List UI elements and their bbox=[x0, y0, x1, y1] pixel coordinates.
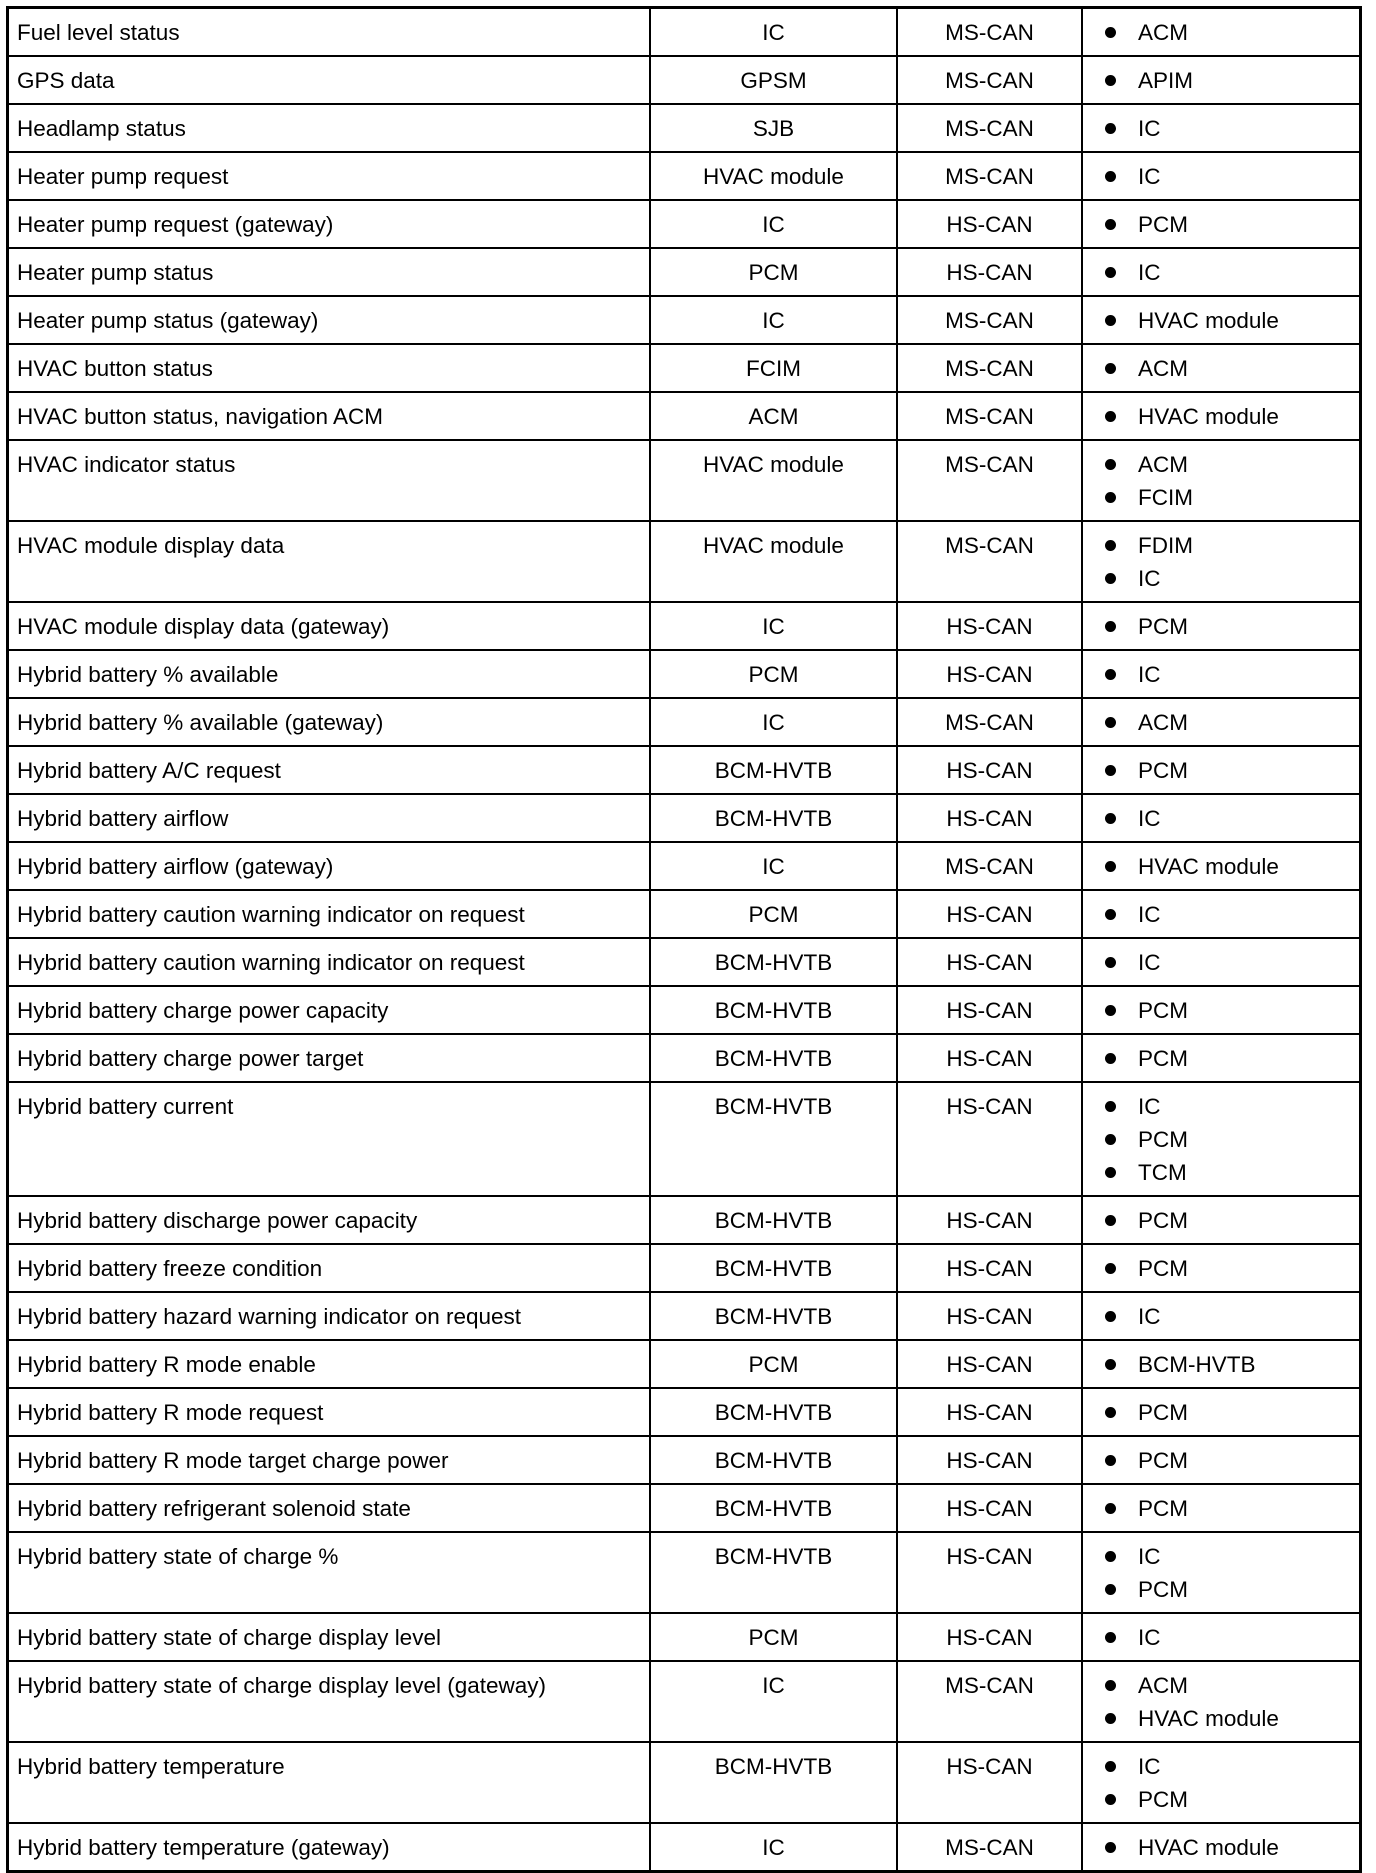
receivers-cell bbox=[1081, 1743, 1359, 1822]
network-cell: HS-CAN bbox=[896, 1035, 1081, 1081]
bullet-icon bbox=[1105, 1680, 1116, 1691]
message-cell: Hybrid battery R mode target charge power bbox=[17, 1448, 449, 1473]
message-cell: HVAC button status bbox=[17, 356, 213, 381]
table-row bbox=[9, 745, 1359, 793]
receivers-cell bbox=[1081, 987, 1359, 1033]
receiver-label: HVAC module bbox=[1138, 404, 1279, 429]
originator-cell: HVAC module bbox=[649, 522, 896, 601]
receiver-label: FDIM bbox=[1138, 533, 1193, 558]
receiver-label: IC bbox=[1138, 1544, 1161, 1569]
table-row bbox=[9, 151, 1359, 199]
bullet-icon bbox=[1105, 909, 1116, 920]
message-cell: Hybrid battery caution warning indicator on request bbox=[17, 902, 525, 927]
receivers-cell bbox=[1081, 1035, 1359, 1081]
bullet-icon bbox=[1105, 1311, 1116, 1322]
message-cell: Hybrid battery % available bbox=[17, 662, 279, 687]
bullet-icon bbox=[1105, 1713, 1116, 1724]
receivers-cell bbox=[1081, 747, 1359, 793]
table-row bbox=[9, 1339, 1359, 1387]
originator-cell: IC bbox=[649, 843, 896, 889]
bullet-icon bbox=[1105, 219, 1116, 230]
table-row bbox=[9, 343, 1359, 391]
originator-cell: PCM bbox=[649, 249, 896, 295]
table-row bbox=[9, 391, 1359, 439]
message-cell: Heater pump request bbox=[17, 164, 229, 189]
originator-cell: BCM-HVTB bbox=[649, 1533, 896, 1612]
receiver-label: ACM bbox=[1138, 452, 1188, 477]
originator-cell: FCIM bbox=[649, 345, 896, 391]
bullet-icon bbox=[1105, 123, 1116, 134]
table-row bbox=[9, 985, 1359, 1033]
network-cell: HS-CAN bbox=[896, 939, 1081, 985]
bullet-icon bbox=[1105, 1053, 1116, 1064]
receiver-label: PCM bbox=[1138, 1787, 1188, 1812]
table-row bbox=[9, 55, 1359, 103]
receiver-item bbox=[1105, 1123, 1351, 1156]
message-cell: Heater pump status (gateway) bbox=[17, 308, 319, 333]
bullet-icon bbox=[1105, 1632, 1116, 1643]
network-cell: HS-CAN bbox=[896, 603, 1081, 649]
message-cell: HVAC indicator status bbox=[17, 452, 236, 477]
message-cell: Fuel level status bbox=[17, 20, 180, 45]
message-cell: Hybrid battery temperature bbox=[17, 1754, 285, 1779]
network-cell: MS-CAN bbox=[896, 153, 1081, 199]
bullet-icon bbox=[1105, 669, 1116, 680]
receivers-cell bbox=[1081, 522, 1359, 601]
bullet-icon bbox=[1105, 1134, 1116, 1145]
network-cell: HS-CAN bbox=[896, 249, 1081, 295]
bullet-icon bbox=[1105, 1455, 1116, 1466]
message-cell: Hybrid battery discharge power capacity bbox=[17, 1208, 418, 1233]
table-row bbox=[9, 1660, 1359, 1741]
network-cell: HS-CAN bbox=[896, 795, 1081, 841]
table-row bbox=[9, 1243, 1359, 1291]
message-cell: Hybrid battery airflow bbox=[17, 806, 229, 831]
receivers-cell bbox=[1081, 9, 1359, 55]
table-row bbox=[9, 247, 1359, 295]
receiver-label: APIM bbox=[1138, 68, 1194, 93]
originator-cell: IC bbox=[649, 297, 896, 343]
receivers-cell bbox=[1081, 1824, 1359, 1870]
network-cell: HS-CAN bbox=[896, 1245, 1081, 1291]
receivers-cell bbox=[1081, 651, 1359, 697]
originator-cell: BCM-HVTB bbox=[649, 1485, 896, 1531]
network-cell: HS-CAN bbox=[896, 747, 1081, 793]
bullet-icon bbox=[1105, 957, 1116, 968]
originator-cell: ACM bbox=[649, 393, 896, 439]
receiver-item bbox=[1105, 16, 1351, 49]
receivers-cell bbox=[1081, 57, 1359, 103]
receivers-cell bbox=[1081, 1341, 1359, 1387]
table-row bbox=[9, 1291, 1359, 1339]
receiver-label: PCM bbox=[1138, 1256, 1188, 1281]
message-cell: Hybrid battery state of charge % bbox=[17, 1544, 339, 1569]
network-cell: MS-CAN bbox=[896, 393, 1081, 439]
bullet-icon bbox=[1105, 1101, 1116, 1112]
network-cell: MS-CAN bbox=[896, 1824, 1081, 1870]
originator-cell: BCM-HVTB bbox=[649, 1293, 896, 1339]
receiver-label: IC bbox=[1138, 902, 1161, 927]
originator-cell: HVAC module bbox=[649, 153, 896, 199]
receiver-item bbox=[1105, 706, 1351, 739]
network-cell: MS-CAN bbox=[896, 345, 1081, 391]
table-row bbox=[9, 841, 1359, 889]
message-cell: Hybrid battery charge power capacity bbox=[17, 998, 389, 1023]
table-row bbox=[9, 1531, 1359, 1612]
message-cell: HVAC module display data (gateway) bbox=[17, 614, 390, 639]
receiver-item bbox=[1105, 898, 1351, 931]
receiver-item bbox=[1105, 1492, 1351, 1525]
bullet-icon bbox=[1105, 573, 1116, 584]
table-row bbox=[9, 1612, 1359, 1660]
network-cell: HS-CAN bbox=[896, 1743, 1081, 1822]
message-cell: Headlamp status bbox=[17, 116, 186, 141]
originator-cell: GPSM bbox=[649, 57, 896, 103]
receiver-label: IC bbox=[1138, 116, 1161, 141]
bullet-icon bbox=[1105, 1263, 1116, 1274]
originator-cell: BCM-HVTB bbox=[649, 1389, 896, 1435]
bullet-icon bbox=[1105, 315, 1116, 326]
network-cell: MS-CAN bbox=[896, 9, 1081, 55]
bullet-icon bbox=[1105, 621, 1116, 632]
originator-cell: PCM bbox=[649, 651, 896, 697]
receiver-label: ACM bbox=[1138, 710, 1188, 735]
table-row bbox=[9, 9, 1359, 55]
originator-cell: SJB bbox=[649, 105, 896, 151]
receiver-label: IC bbox=[1138, 1304, 1161, 1329]
receiver-item bbox=[1105, 850, 1351, 883]
receivers-cell bbox=[1081, 1485, 1359, 1531]
network-cell: HS-CAN bbox=[896, 1533, 1081, 1612]
bullet-icon bbox=[1105, 1167, 1116, 1178]
receiver-label: IC bbox=[1138, 1754, 1161, 1779]
receiver-label: HVAC module bbox=[1138, 308, 1279, 333]
receiver-item bbox=[1105, 802, 1351, 835]
message-cell: Heater pump status bbox=[17, 260, 214, 285]
originator-cell: BCM-HVTB bbox=[649, 1245, 896, 1291]
originator-cell: IC bbox=[649, 699, 896, 745]
table-row bbox=[9, 1822, 1359, 1870]
receiver-item bbox=[1105, 1831, 1351, 1864]
originator-cell: BCM-HVTB bbox=[649, 747, 896, 793]
network-cell: HS-CAN bbox=[896, 1083, 1081, 1195]
receiver-item bbox=[1105, 1540, 1351, 1573]
message-cell: Hybrid battery hazard warning indicator on request bbox=[17, 1304, 522, 1329]
receiver-item bbox=[1105, 946, 1351, 979]
table-row bbox=[9, 295, 1359, 343]
receiver-item bbox=[1105, 1156, 1351, 1189]
receiver-label: PCM bbox=[1138, 212, 1188, 237]
originator-cell: IC bbox=[649, 1824, 896, 1870]
network-cell: MS-CAN bbox=[896, 843, 1081, 889]
receiver-label: PCM bbox=[1138, 1448, 1188, 1473]
table-row bbox=[9, 601, 1359, 649]
receiver-label: ACM bbox=[1138, 1673, 1188, 1698]
network-cell: MS-CAN bbox=[896, 1662, 1081, 1741]
receiver-label: ACM bbox=[1138, 20, 1188, 45]
receiver-item bbox=[1105, 1621, 1351, 1654]
receiver-label: PCM bbox=[1138, 1208, 1188, 1233]
originator-cell: PCM bbox=[649, 1614, 896, 1660]
receivers-cell bbox=[1081, 297, 1359, 343]
table-row bbox=[9, 793, 1359, 841]
bullet-icon bbox=[1105, 1761, 1116, 1772]
receiver-label: IC bbox=[1138, 566, 1161, 591]
receiver-item bbox=[1105, 658, 1351, 691]
table-row bbox=[9, 103, 1359, 151]
receiver-item bbox=[1105, 562, 1351, 595]
bullet-icon bbox=[1105, 1842, 1116, 1853]
bullet-icon bbox=[1105, 171, 1116, 182]
receiver-label: IC bbox=[1138, 806, 1161, 831]
bullet-icon bbox=[1105, 363, 1116, 374]
receiver-label: TCM bbox=[1138, 1160, 1187, 1185]
receiver-item bbox=[1105, 1783, 1351, 1816]
receiver-label: HVAC module bbox=[1138, 1835, 1279, 1860]
message-cell: Hybrid battery temperature (gateway) bbox=[17, 1835, 390, 1860]
table-row bbox=[9, 697, 1359, 745]
receiver-item bbox=[1105, 754, 1351, 787]
receiver-item bbox=[1105, 112, 1351, 145]
bullet-icon bbox=[1105, 1584, 1116, 1595]
table-row bbox=[9, 1195, 1359, 1243]
network-cell: HS-CAN bbox=[896, 891, 1081, 937]
network-cell: HS-CAN bbox=[896, 1614, 1081, 1660]
receiver-label: FCIM bbox=[1138, 485, 1193, 510]
receiver-label: HVAC module bbox=[1138, 854, 1279, 879]
receiver-label: IC bbox=[1138, 1094, 1161, 1119]
message-cell: Heater pump request (gateway) bbox=[17, 212, 334, 237]
message-cell: Hybrid battery airflow (gateway) bbox=[17, 854, 334, 879]
network-cell: MS-CAN bbox=[896, 57, 1081, 103]
originator-cell: BCM-HVTB bbox=[649, 1083, 896, 1195]
receivers-cell bbox=[1081, 1083, 1359, 1195]
originator-cell: IC bbox=[649, 1662, 896, 1741]
originator-cell: PCM bbox=[649, 1341, 896, 1387]
originator-cell: IC bbox=[649, 9, 896, 55]
originator-cell: PCM bbox=[649, 891, 896, 937]
receivers-cell bbox=[1081, 795, 1359, 841]
bullet-icon bbox=[1105, 1794, 1116, 1805]
receiver-label: PCM bbox=[1138, 614, 1188, 639]
table-row bbox=[9, 937, 1359, 985]
receiver-label: HVAC module bbox=[1138, 1706, 1279, 1731]
receiver-label: IC bbox=[1138, 260, 1161, 285]
network-cell: MS-CAN bbox=[896, 699, 1081, 745]
receiver-item bbox=[1105, 529, 1351, 562]
table-row bbox=[9, 889, 1359, 937]
bullet-icon bbox=[1105, 1503, 1116, 1514]
receiver-item bbox=[1105, 994, 1351, 1027]
receivers-cell bbox=[1081, 699, 1359, 745]
table-row bbox=[9, 1435, 1359, 1483]
receiver-label: PCM bbox=[1138, 1577, 1188, 1602]
receivers-cell bbox=[1081, 843, 1359, 889]
message-cell: Hybrid battery refrigerant solenoid state bbox=[17, 1496, 411, 1521]
receivers-cell bbox=[1081, 105, 1359, 151]
network-cell: HS-CAN bbox=[896, 987, 1081, 1033]
message-cell: GPS data bbox=[17, 68, 115, 93]
table-row bbox=[9, 439, 1359, 520]
receiver-item bbox=[1105, 256, 1351, 289]
receivers-cell bbox=[1081, 345, 1359, 391]
bullet-icon bbox=[1105, 75, 1116, 86]
bullet-icon bbox=[1105, 1005, 1116, 1016]
receivers-cell bbox=[1081, 603, 1359, 649]
originator-cell: HVAC module bbox=[649, 441, 896, 520]
message-cell: Hybrid battery state of charge display level bbox=[17, 1625, 441, 1650]
receiver-item bbox=[1105, 208, 1351, 241]
receivers-cell bbox=[1081, 1389, 1359, 1435]
receiver-item bbox=[1105, 1669, 1351, 1702]
bullet-icon bbox=[1105, 1215, 1116, 1226]
bullet-icon bbox=[1105, 27, 1116, 38]
receiver-item bbox=[1105, 1252, 1351, 1285]
bullet-icon bbox=[1105, 765, 1116, 776]
table-row bbox=[9, 649, 1359, 697]
receiver-label: ACM bbox=[1138, 356, 1188, 381]
receivers-cell bbox=[1081, 1293, 1359, 1339]
receiver-label: PCM bbox=[1138, 1046, 1188, 1071]
message-cell: Hybrid battery current bbox=[17, 1094, 234, 1119]
receiver-label: PCM bbox=[1138, 1496, 1188, 1521]
originator-cell: BCM-HVTB bbox=[649, 1035, 896, 1081]
receiver-item bbox=[1105, 1444, 1351, 1477]
bullet-icon bbox=[1105, 492, 1116, 503]
receiver-item bbox=[1105, 304, 1351, 337]
table-row bbox=[9, 1741, 1359, 1822]
receivers-cell bbox=[1081, 441, 1359, 520]
network-cell: HS-CAN bbox=[896, 1437, 1081, 1483]
receiver-item bbox=[1105, 1573, 1351, 1606]
bullet-icon bbox=[1105, 717, 1116, 728]
receiver-label: PCM bbox=[1138, 758, 1188, 783]
receivers-cell bbox=[1081, 249, 1359, 295]
receivers-cell bbox=[1081, 1614, 1359, 1660]
table-row bbox=[9, 520, 1359, 601]
table-row bbox=[9, 1483, 1359, 1531]
message-cell: Hybrid battery A/C request bbox=[17, 758, 281, 783]
receiver-item bbox=[1105, 1300, 1351, 1333]
message-cell: Hybrid battery charge power target bbox=[17, 1046, 364, 1071]
message-cell: Hybrid battery R mode enable bbox=[17, 1352, 316, 1377]
message-cell: Hybrid battery % available (gateway) bbox=[17, 710, 384, 735]
table-row bbox=[9, 199, 1359, 247]
receiver-label: PCM bbox=[1138, 1127, 1188, 1152]
receiver-item bbox=[1105, 481, 1351, 514]
receiver-item bbox=[1105, 1750, 1351, 1783]
originator-cell: BCM-HVTB bbox=[649, 1743, 896, 1822]
message-cell: Hybrid battery caution warning indicator on request bbox=[17, 950, 525, 975]
receiver-label: PCM bbox=[1138, 998, 1188, 1023]
bullet-icon bbox=[1105, 540, 1116, 551]
originator-cell: BCM-HVTB bbox=[649, 1437, 896, 1483]
receivers-cell bbox=[1081, 393, 1359, 439]
receivers-cell bbox=[1081, 1662, 1359, 1741]
receiver-item bbox=[1105, 1396, 1351, 1429]
receiver-label: PCM bbox=[1138, 1400, 1188, 1425]
network-cell: MS-CAN bbox=[896, 297, 1081, 343]
network-cell: HS-CAN bbox=[896, 1485, 1081, 1531]
receiver-label: IC bbox=[1138, 662, 1161, 687]
receiver-item bbox=[1105, 64, 1351, 97]
receiver-item bbox=[1105, 1090, 1351, 1123]
network-cell: MS-CAN bbox=[896, 105, 1081, 151]
originator-cell: IC bbox=[649, 603, 896, 649]
receiver-item bbox=[1105, 448, 1351, 481]
receiver-label: IC bbox=[1138, 950, 1161, 975]
receiver-item bbox=[1105, 160, 1351, 193]
bullet-icon bbox=[1105, 813, 1116, 824]
bullet-icon bbox=[1105, 459, 1116, 470]
receivers-cell bbox=[1081, 939, 1359, 985]
network-cell: HS-CAN bbox=[896, 1341, 1081, 1387]
receivers-cell bbox=[1081, 1197, 1359, 1243]
network-message-table bbox=[6, 6, 1362, 1873]
receiver-label: IC bbox=[1138, 164, 1161, 189]
network-cell: HS-CAN bbox=[896, 651, 1081, 697]
receiver-item bbox=[1105, 1348, 1351, 1381]
table-row bbox=[9, 1033, 1359, 1081]
network-cell: HS-CAN bbox=[896, 1197, 1081, 1243]
originator-cell: BCM-HVTB bbox=[649, 987, 896, 1033]
network-cell: HS-CAN bbox=[896, 201, 1081, 247]
receiver-item bbox=[1105, 1042, 1351, 1075]
receiver-item bbox=[1105, 352, 1351, 385]
receiver-label: IC bbox=[1138, 1625, 1161, 1650]
receiver-item bbox=[1105, 400, 1351, 433]
receivers-cell bbox=[1081, 153, 1359, 199]
bullet-icon bbox=[1105, 1359, 1116, 1370]
originator-cell: BCM-HVTB bbox=[649, 1197, 896, 1243]
receiver-item bbox=[1105, 610, 1351, 643]
originator-cell: BCM-HVTB bbox=[649, 939, 896, 985]
bullet-icon bbox=[1105, 1551, 1116, 1562]
message-cell: HVAC button status, navigation ACM bbox=[17, 404, 384, 429]
network-cell: MS-CAN bbox=[896, 522, 1081, 601]
message-cell: Hybrid battery R mode request bbox=[17, 1400, 324, 1425]
message-cell: Hybrid battery state of charge display level (gateway) bbox=[17, 1673, 547, 1698]
network-cell: HS-CAN bbox=[896, 1293, 1081, 1339]
originator-cell: BCM-HVTB bbox=[649, 795, 896, 841]
originator-cell: IC bbox=[649, 201, 896, 247]
receivers-cell bbox=[1081, 201, 1359, 247]
receiver-item bbox=[1105, 1204, 1351, 1237]
message-cell: Hybrid battery freeze condition bbox=[17, 1256, 323, 1281]
receivers-cell bbox=[1081, 1245, 1359, 1291]
receiver-label: BCM-HVTB bbox=[1138, 1352, 1256, 1377]
bullet-icon bbox=[1105, 861, 1116, 872]
bullet-icon bbox=[1105, 411, 1116, 422]
table-row bbox=[9, 1081, 1359, 1195]
receivers-cell bbox=[1081, 1533, 1359, 1612]
receivers-cell bbox=[1081, 1437, 1359, 1483]
message-cell: HVAC module display data bbox=[17, 533, 285, 558]
network-cell: MS-CAN bbox=[896, 441, 1081, 520]
receivers-cell bbox=[1081, 891, 1359, 937]
bullet-icon bbox=[1105, 1407, 1116, 1418]
network-cell: HS-CAN bbox=[896, 1389, 1081, 1435]
bullet-icon bbox=[1105, 267, 1116, 278]
table-row bbox=[9, 1387, 1359, 1435]
receiver-item bbox=[1105, 1702, 1351, 1735]
